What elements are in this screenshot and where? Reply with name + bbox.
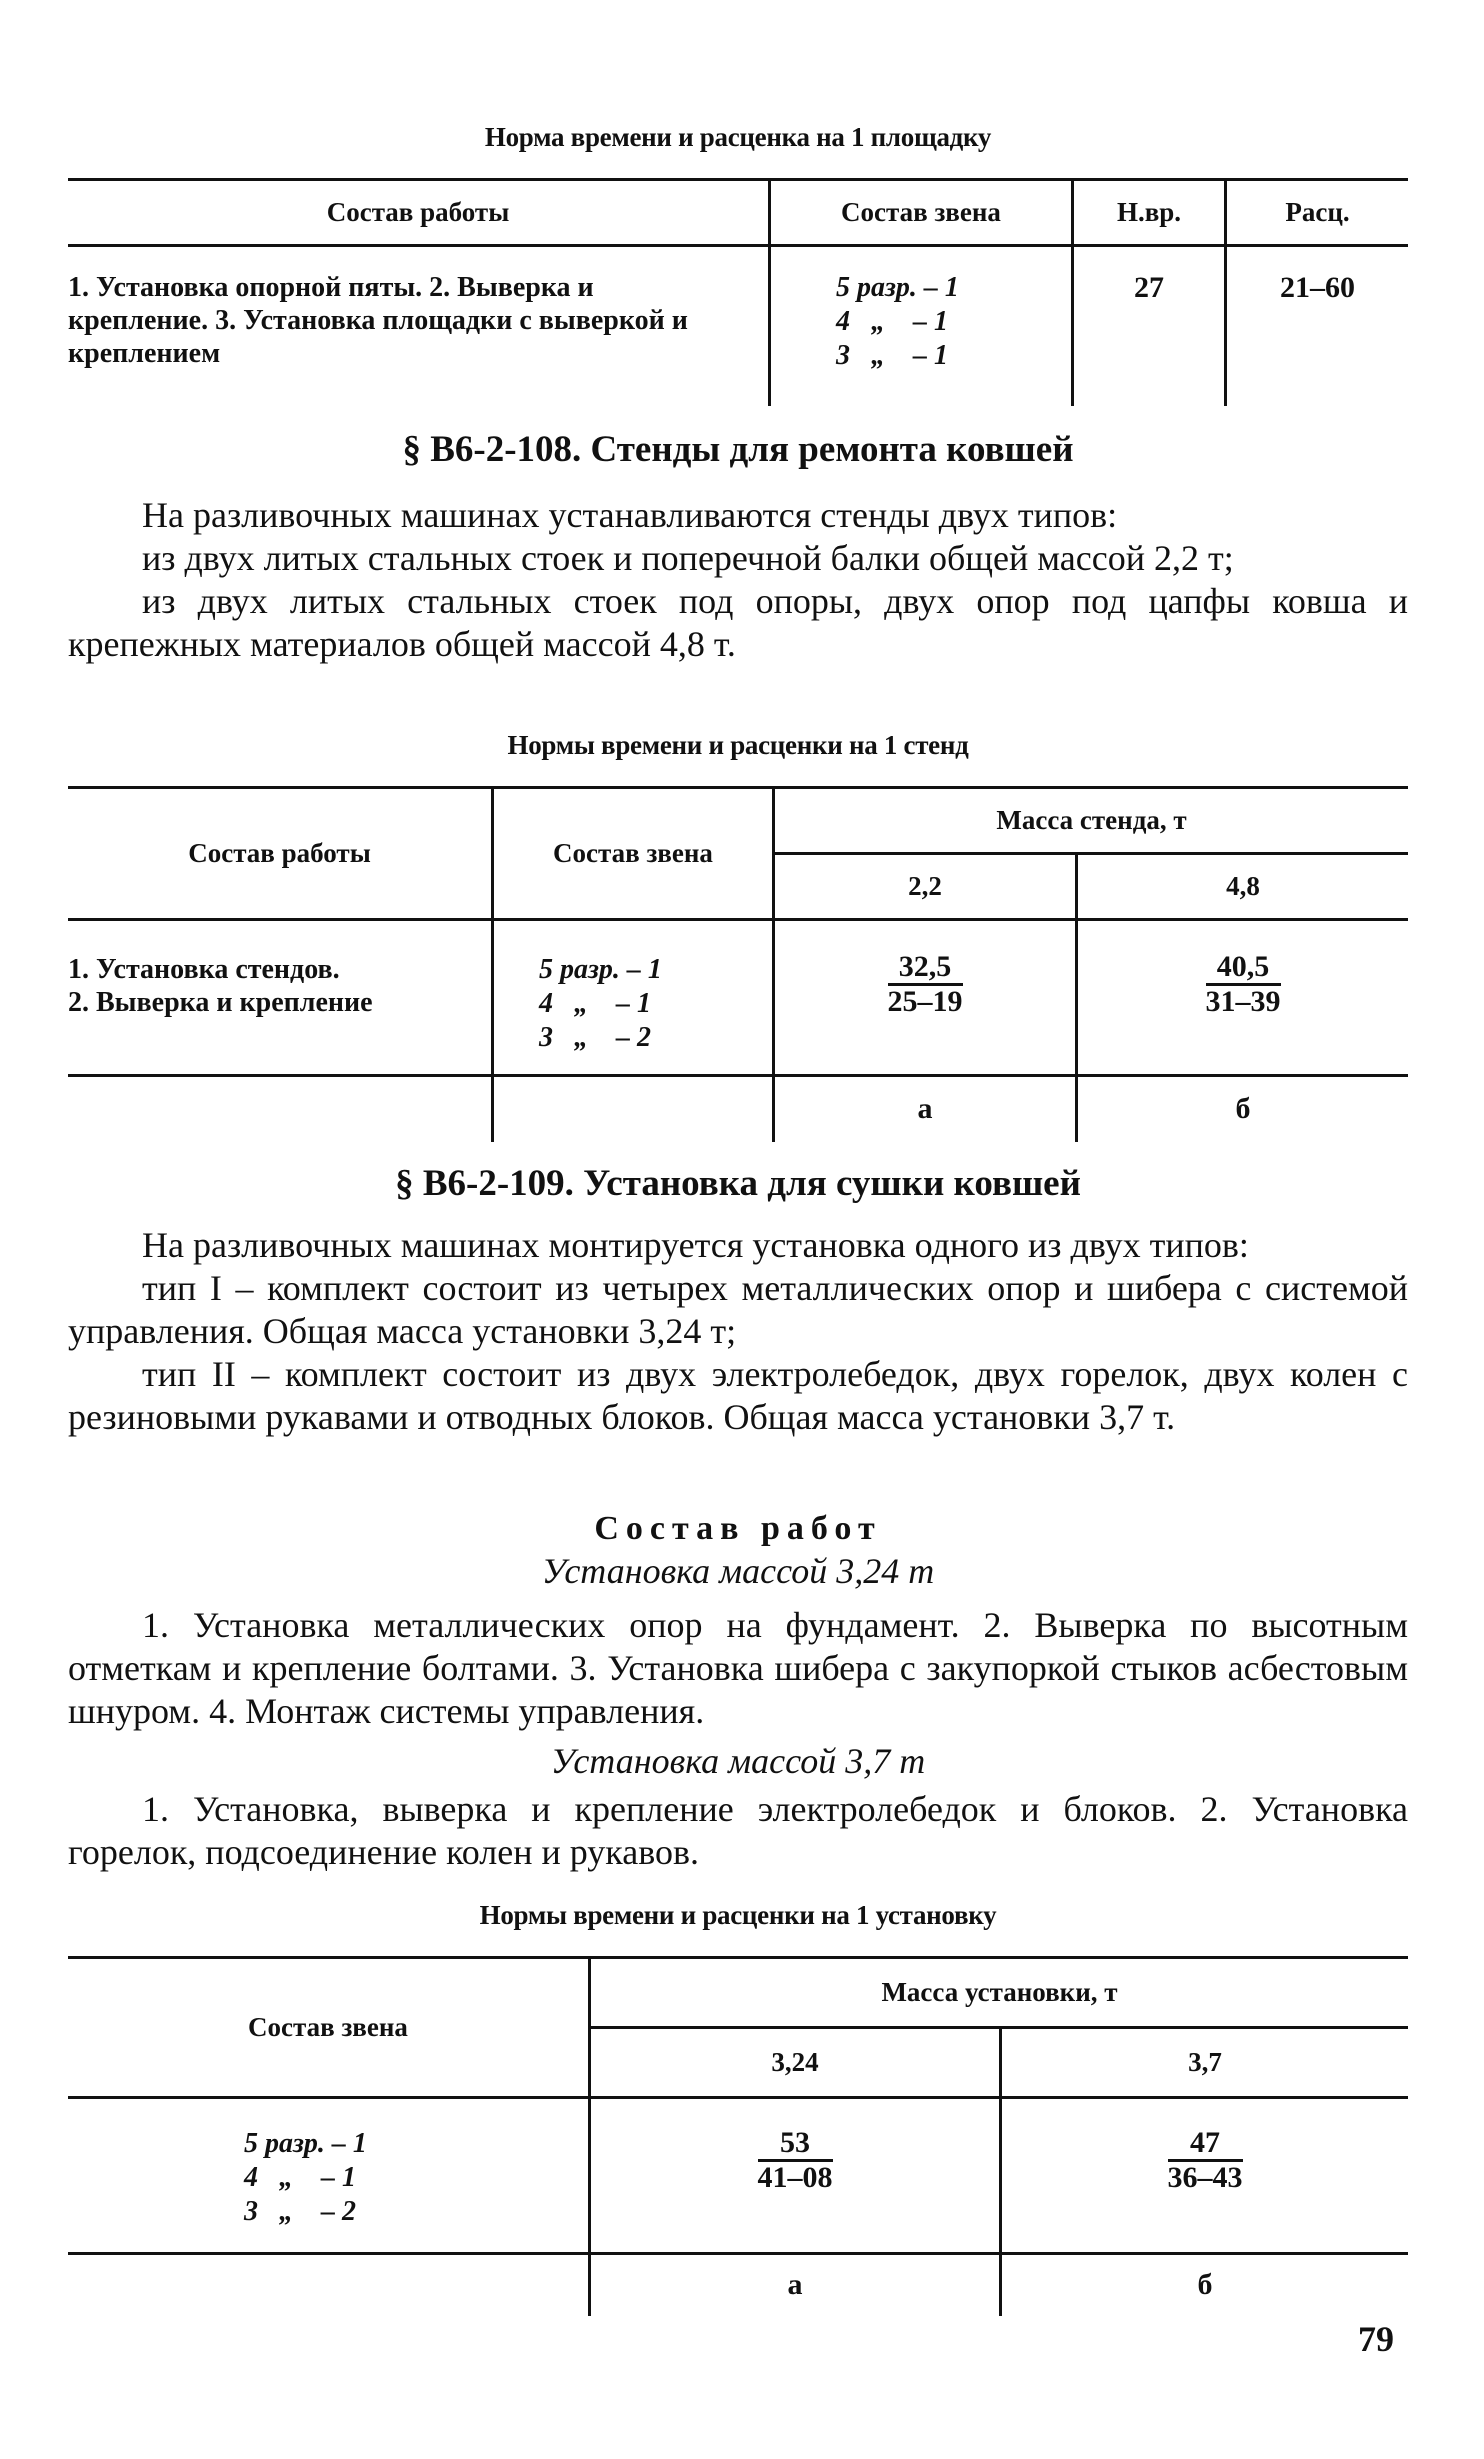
section108-p1: На разливочных машинах устанавливаются стенды двух типов:: [142, 495, 1118, 535]
table1-header-work: Состав работы: [68, 180, 770, 246]
work-324-text: [68, 1604, 1408, 1733]
table2-footer-a: а: [774, 1076, 1077, 1142]
table3-rasc-b: 36–43: [1167, 2161, 1243, 2194]
table1-header-rasc: Расц.: [1285, 197, 1350, 227]
table2-nvr-a: 32,5: [888, 951, 963, 986]
table3-footer-b: б: [1197, 2268, 1213, 2302]
table3-value-a: [758, 2127, 833, 2194]
section109-p3: тип II – комплект состоит из двух электролебедок, двух горелок, двух колен с резиновыми рукавами и отводных блоков. Общая масса установки 3,7 т.: [68, 1354, 1408, 1437]
work-37-text: [68, 1788, 1408, 1874]
table2-header-crew: Состав звена: [493, 788, 774, 920]
table1-crew: 5 разр. – 1 4 „ – 1 3 „ – 1: [836, 272, 959, 371]
table2-rasc-b: 31–39: [1205, 985, 1281, 1018]
table3-value-b: [1168, 2127, 1243, 2194]
work-37: 1. Установка, выверка и крепление электролебедок и блоков. 2. Установка горелок, подсоединение колен и рукавов.: [68, 1789, 1408, 1872]
section108-p3: из двух литых стальных стоек под опоры, двух опор под цапфы ковша и крепежных материалов общей массой 4,8 т.: [68, 581, 1408, 664]
section109-p1: На разливочных машинах монтируется установка одного из двух типов:: [142, 1225, 1249, 1265]
table2-caption: Нормы времени и расценки на 1 стенд: [507, 730, 969, 760]
table3-nvr-a: 53: [758, 2127, 833, 2162]
table2-footer-b: б: [1235, 1092, 1251, 1126]
page-number: 79: [1358, 2319, 1394, 2359]
table3-row: [68, 2098, 1408, 2254]
table1-header-nvr: Н.вр.: [1073, 180, 1226, 246]
table3-caption: Нормы времени и расценки на 1 установку: [479, 1900, 997, 1930]
table2-rasc-a: 25–19: [887, 985, 963, 1018]
subheading-37: Установка массой 3,7 т: [550, 1741, 926, 1781]
table3-header-crew: Состав звена: [68, 1958, 590, 2098]
table2-crew: 5 разр. – 1 4 „ – 1 3 „ – 2: [539, 954, 662, 1053]
table1-caption: Норма времени и расценка на 1 площадку: [484, 122, 992, 152]
table3-header-m2: 3,7: [1188, 2047, 1222, 2077]
table2-row: [68, 920, 1408, 1076]
section109-title: § В6-2-109. Установка для сушки ковшей: [395, 1163, 1081, 1204]
table2-work: 1. Установка стендов. 2. Выверка и крепление: [68, 954, 373, 1018]
table2-header-m1: 2,2: [774, 854, 1077, 920]
table2-value-b: [1206, 951, 1281, 1018]
table3: [68, 1956, 1408, 2316]
section108-title: § В6-2-108. Стенды для ремонта ковшей: [402, 429, 1074, 470]
table1: [68, 178, 1408, 406]
table1-work: 1. Установка опорной пяты. 2. Выверка и крепление. 3. Установка площадки с выверкой и креплением: [68, 272, 688, 369]
table2: [68, 786, 1408, 1142]
section109-p2: тип I – комплект состоит из четырех металлических опор и шибера с системой управления. Общая масса установки 3,24 т;: [68, 1268, 1408, 1351]
table3-header-m1: 3,24: [590, 2028, 1001, 2098]
table1-header-crew: Состав звена: [770, 180, 1073, 246]
table2-header-mass: Масса стенда, т: [774, 788, 1409, 854]
table3-crew: 5 разр. – 1 4 „ – 1 3 „ – 2: [244, 2128, 367, 2227]
table1-nvr: 27: [1073, 246, 1226, 406]
table2-nvr-b: 40,5: [1206, 951, 1281, 986]
subheading-324: Установка массой 3,24 т: [541, 1551, 935, 1591]
table3-rasc-a: 41–08: [757, 2161, 833, 2194]
work-324: 1. Установка металлических опор на фундамент. 2. Выверка по высотным отметкам и крепление болтами. 3. Установка шибера с закупоркой стыков асбестовым шнуром. 4. Монтаж системы управления.: [68, 1605, 1408, 1731]
table1-row: [68, 246, 1408, 406]
table2-header-m2: 4,8: [1226, 871, 1260, 901]
table3-header-mass: Масса установки, т: [590, 1958, 1409, 2028]
table2-value-a: [888, 951, 963, 1018]
section109-text: [68, 1224, 1408, 1439]
table1-rasc: 21–60: [1280, 271, 1355, 304]
work-heading: Состав работ: [594, 1510, 882, 1547]
table3-footer-a: а: [590, 2254, 1001, 2316]
table2-header-work: Состав работы: [68, 788, 493, 920]
table3-nvr-b: 47: [1168, 2127, 1243, 2162]
section108-text: [68, 494, 1408, 666]
section108-p2: из двух литых стальных стоек и поперечной балки общей массой 2,2 т;: [142, 538, 1234, 578]
